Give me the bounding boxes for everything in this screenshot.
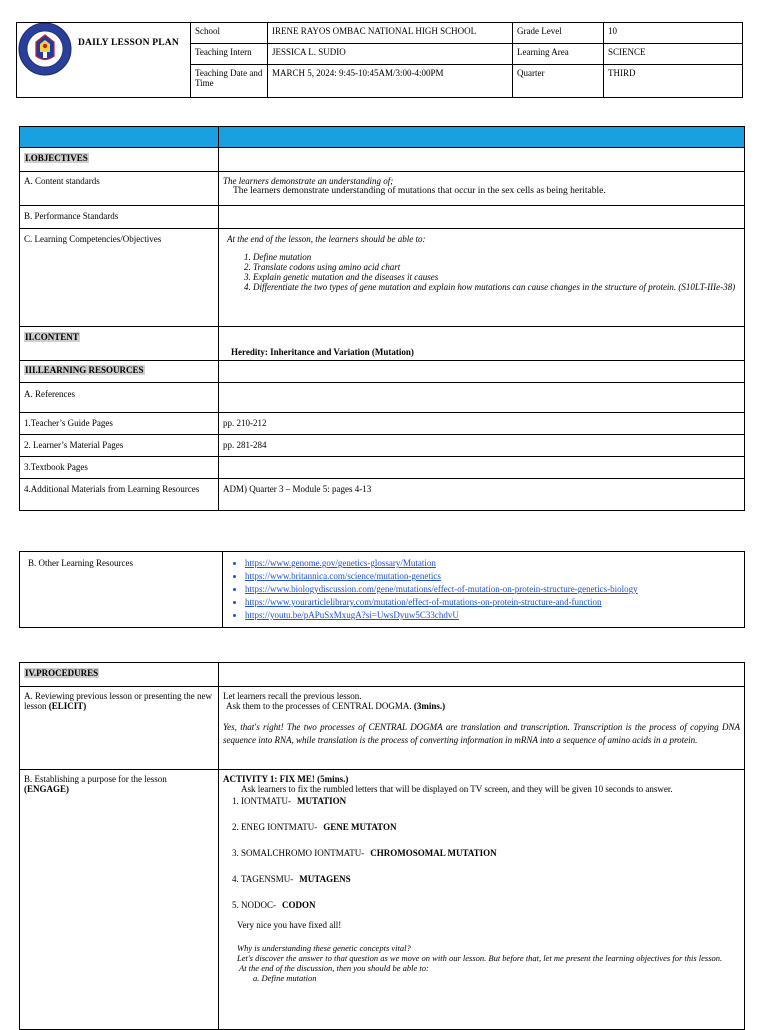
quarter-label: Quarter	[513, 65, 604, 98]
activity-item: 3. SOMALCHROMO IONTMATU- CHROMOSOMAL MUTATION	[241, 846, 740, 860]
school-label: School	[191, 23, 268, 44]
school-value: IRENE RAYOS OMBAC NATIONAL HIGH SCHOOL	[268, 23, 513, 44]
links-list	[227, 557, 740, 622]
resource-link[interactable]: • https://www.yourarticlelibrary.com/mutation/effect-of-mutations-on-protein-structure-and-function	[245, 596, 740, 609]
competencies-intro: At the end of the lesson, the learners should be able to:	[227, 234, 426, 244]
intern-label: Teaching Intern	[191, 44, 268, 65]
resource-link[interactable]: • https://www.biologydiscussion.com/gene/mutations/effect-of-mutation-on-protein-structure-genetics-biology	[245, 583, 740, 596]
activity-item: 2. ENEG IONTMATU- GENE MUTATON	[241, 820, 740, 834]
content-heading: II.CONTENT	[20, 327, 219, 361]
area-label: Learning Area	[513, 44, 604, 65]
engage-label: B. Establishing a purpose for the lesson (ENGAGE)	[20, 770, 219, 1030]
area-value: SCIENCE	[604, 44, 743, 65]
competency-item: 2. Translate codons using amino acid chart	[253, 262, 740, 272]
blue-header-row	[20, 127, 745, 148]
praise-text: Very nice you have fixed all!	[237, 920, 342, 930]
question-1: Why is understanding these genetic concepts vital?	[237, 943, 411, 953]
content-standards-text: The learners demonstrate understanding of mutations that occur in the sex cells as being heritable.	[233, 186, 606, 196]
references-label: A. References	[20, 383, 219, 413]
date-label: Teaching Date and Time	[191, 65, 268, 98]
question-4: a. Define mutation	[253, 973, 317, 983]
elicit-label: A. Reviewing previous lesson or presenting the new lesson (ELICIT)	[20, 687, 219, 770]
competency-item: 4. Differentiate the two types of gene mutation and explain how mutations can cause changes in the structure of protein. (S10LT-IIIe-38)	[253, 282, 740, 292]
activity-item: 5. NODOC- CODON	[241, 898, 740, 912]
intern-value: JESSICA L. SUDIO	[268, 44, 513, 65]
other-resources-label: B. Other Learning Resources	[20, 552, 223, 628]
content-text: Heredity: Inheritance and Variation (Mutation)	[219, 327, 745, 361]
lm-value: pp. 281-284	[219, 435, 745, 457]
question-2: Let's discover the answer to that question as we move on with our lesson. But before that, let me present the learning objectives for this lesson.	[237, 953, 723, 963]
performance-standards-label: B. Performance Standards	[20, 206, 219, 229]
tg-label: 1.Teacher’s Guide Pages	[20, 413, 219, 435]
header-info-table	[16, 22, 743, 98]
activity-item: 4. TAGENSMU- MUTAGENS	[241, 872, 740, 886]
competencies-list	[223, 252, 740, 292]
content-standards-label: A. Content standards	[20, 172, 219, 206]
procedures-table	[19, 662, 745, 1030]
other-resources-table	[19, 551, 745, 628]
logo-cell	[17, 23, 191, 98]
activity-instructions: Ask learners to fix the rumbled letters that will be displayed on TV screen, and they will be given 10 seconds to answer.	[241, 784, 673, 794]
page-title: DAILY LESSON PLAN	[78, 38, 179, 48]
tg-value: pp. 210-212	[219, 413, 745, 435]
grade-value: 10	[604, 23, 743, 44]
content-standards-intro: The learners demonstrate an understanding of;	[223, 176, 394, 186]
competency-item: 1. Define mutation	[253, 252, 740, 262]
resource-link[interactable]: • https://www.britannica.com/science/mutation-genetics	[245, 570, 740, 583]
resource-link[interactable]: • https://youtu.be/pAPuSxMxugA?si=UwsDyuw5C33chdvU	[245, 609, 740, 622]
quarter-value: THIRD	[604, 65, 743, 98]
resource-link[interactable]: • https://www.genome.gov/genetics-glossary/Mutation	[245, 557, 740, 570]
activity-title: ACTIVITY 1: FIX ME! (5mins.)	[223, 774, 349, 784]
lm-label: 2. Learner’s Material Pages	[20, 435, 219, 457]
elicit-answer: Yes, that's right! The two processes of CENTRAL DOGMA are translation and transcription. Transcription is the process of copying DNA sequence into RNA, while translation is the process of converting information in mRNA into a sequence of amino acids in a protein.	[223, 722, 740, 745]
activity-items	[223, 794, 740, 912]
grade-label: Grade Level	[513, 23, 604, 44]
competencies-label: C. Learning Competencies/Objectives	[20, 229, 219, 327]
textbook-label: 3.Textbook Pages	[20, 457, 219, 479]
elicit-line1: Let learners recall the previous lesson.	[223, 691, 362, 701]
resources-heading: III.LEARNING RESOURCES	[20, 361, 219, 383]
additional-value: ADM) Quarter 3 – Module 5: pages 4-13	[219, 479, 745, 511]
date-value: MARCH 5, 2024: 9:45-10:45AM/3:00-4:00PM	[268, 65, 513, 98]
procedures-heading: IV.PROCEDURES	[20, 663, 219, 687]
lesson-table	[19, 126, 745, 511]
activity-item: 1. IONTMATU- MUTATION	[241, 794, 740, 808]
additional-label: 4.Additional Materials from Learning Resources	[20, 479, 219, 511]
competency-item: 3. Explain genetic mutation and the diseases it causes	[253, 272, 740, 282]
objectives-heading: I.OBJECTIVES	[20, 148, 219, 172]
elicit-line2: Ask them to the processes of CENTRAL DOGMA. (3mins.)	[226, 701, 446, 711]
question-3: At the end of the discussion, then you should be able to:	[239, 963, 429, 973]
